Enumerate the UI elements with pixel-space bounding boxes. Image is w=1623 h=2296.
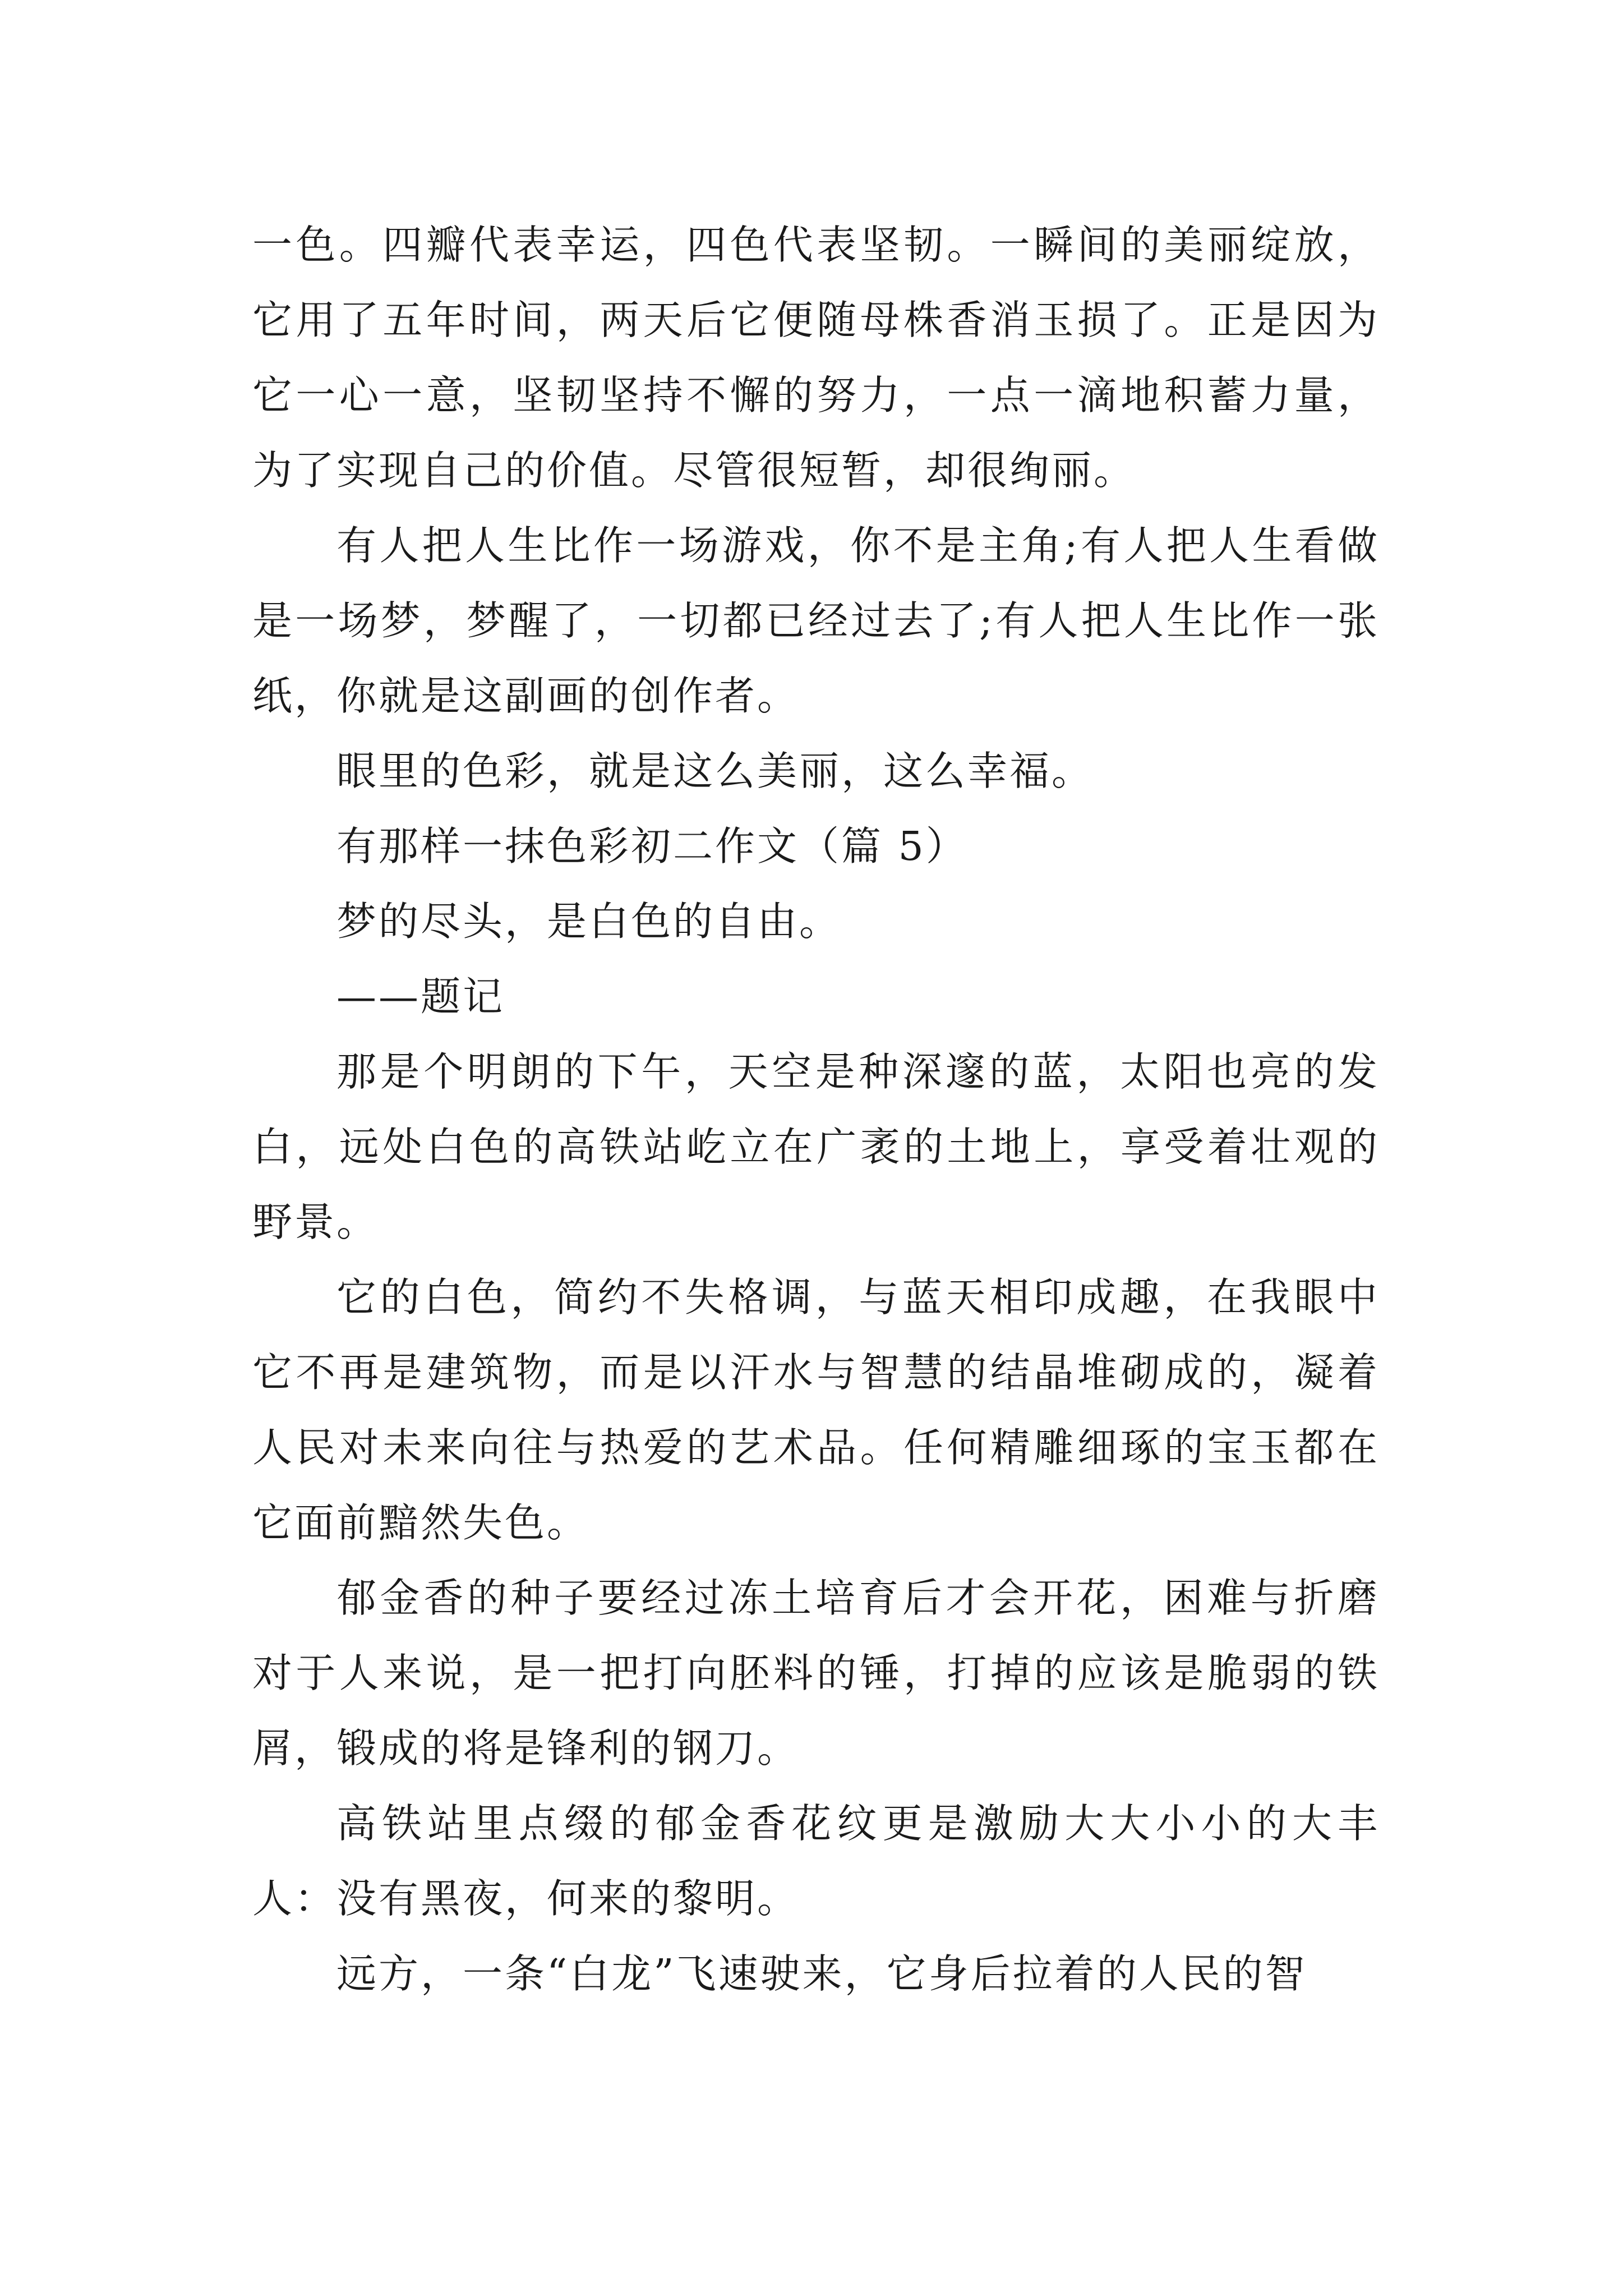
epigraph-attribution: ——题记 [336, 973, 505, 1020]
paragraph-9: 郁金香的种子要经过冻土培育后才会开花，困难与折磨对于人来说，是一把打向胚料的锤，打掉的应该是脆弱的铁屑，锻成的将是锋利的钢刀。 [252, 1575, 1380, 1772]
paragraph-3: 眼里的色彩，就是这么美丽，这么幸福。 [336, 748, 1094, 794]
essay-title: 有那样一抹色彩初二作文（篇 5） [336, 823, 968, 869]
paragraph-8: 它的白色，简约不失格调，与蓝天相印成趣，在我眼中它不再是建筑物，而是以汗水与智慧的结晶堆砌成的，凝着人民对未来向往与热爱的艺术品。任何精雕细琢的宝玉都在它面前黯然失色。 [252, 1274, 1380, 1546]
paragraph-1: 一色。四瓣代表幸运，四色代表坚韧。一瞬间的美丽绽放，它用了五年时间，两天后它便随母株香消玉损了。正是因为它一心一意，坚韧坚持不懈的努力，一点一滴地积蓄力量，为了实现自己的价值。尽管很短暂，却很绚丽。 [252, 222, 1380, 494]
epigraph: 梦的尽头，是白色的自由。 [336, 898, 842, 945]
document-body [252, 208, 1380, 2012]
paragraph-2: 有人把人生比作一场游戏，你不是主角;有人把人生看做是一场梦，梦醒了，一切都已经过去了;有人把人生比作一张纸，你就是这副画的创作者。 [252, 522, 1380, 719]
paragraph-7: 那是个明朗的下午，天空是种深邃的蓝，太阳也亮的发白，远处白色的高铁站屹立在广袤的土地上，享受着壮观的野景。 [252, 1048, 1380, 1245]
paragraph-10: 高铁站里点缀的郁金香花纹更是激励大大小小的大丰人：没有黑夜，何来的黎明。 [252, 1800, 1380, 1922]
paragraph-11: 远方，一条“白龙”飞速驶来，它身后拉着的人民的智 [336, 1950, 1307, 1997]
